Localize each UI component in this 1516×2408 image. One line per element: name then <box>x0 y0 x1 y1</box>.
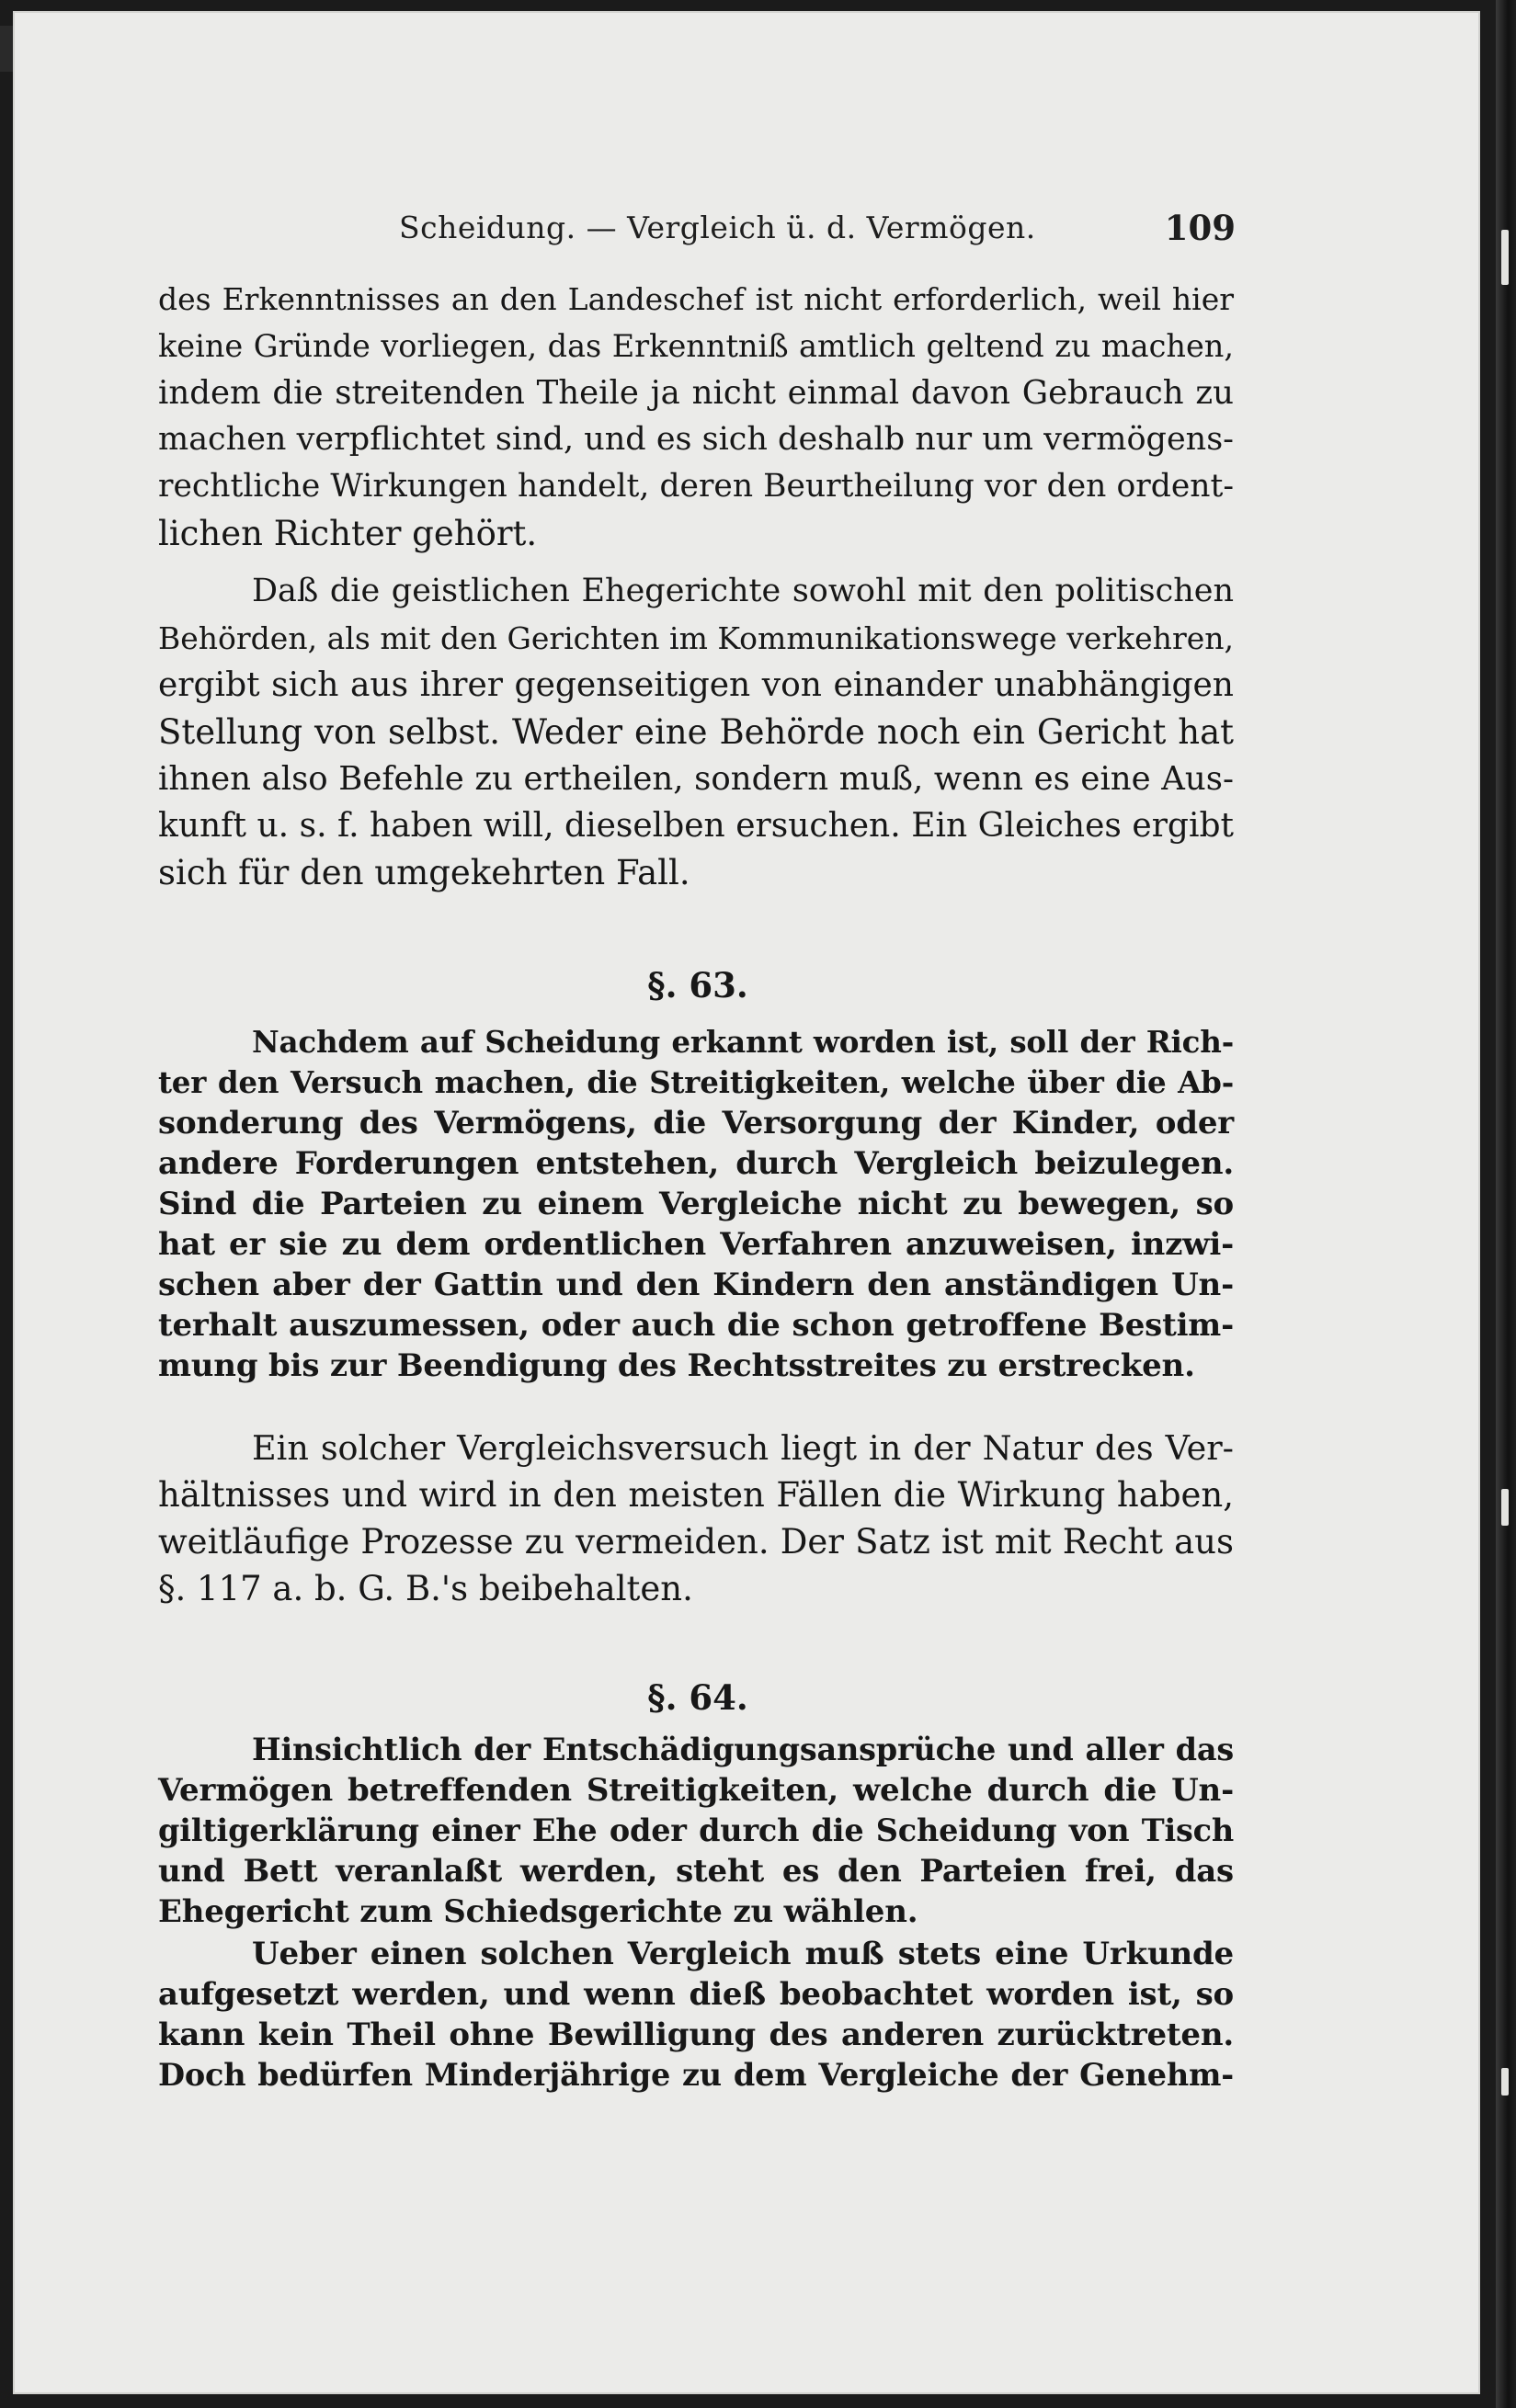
scan-edge-mark <box>1501 2068 1509 2096</box>
text-line: Hinsichtlich der Entschädigungsansprüche und aller das <box>252 1732 1234 1767</box>
section-heading-64: §. 64. <box>647 1677 748 1718</box>
text-line: giltigerklärung einer Ehe oder durch die Scheidung von Tisch <box>158 1812 1234 1848</box>
section-64-text-b <box>158 1934 1234 2096</box>
text-line: keine Gründe vorliegen, das Erkenntniß amtlich geltend zu machen, <box>158 328 1234 364</box>
text-line: mung bis zur Beendigung des Rechtsstreites zu erstrecken. <box>158 1347 1195 1384</box>
text-line: Behörden, als mit den Gerichten im Kommunikationswege verkehren, <box>158 620 1234 656</box>
text-line: ihnen also Befehle zu ertheilen, sondern muß, wenn es eine Aus- <box>158 760 1234 798</box>
text-line: §. 117 a. b. G. B.'s beibehalten. <box>158 1569 693 1608</box>
text-line: Ein solcher Vergleichsversuch liegt in der Natur des Ver- <box>252 1428 1234 1468</box>
text-line: rechtliche Wirkungen handelt, deren Beurtheilung vor den ordent- <box>158 468 1234 505</box>
text-line: und Bett veranlaßt werden, steht es den Parteien frei, das <box>158 1853 1234 1890</box>
scan-edge-mark <box>1501 1489 1509 1526</box>
page-number: 109 <box>1164 208 1236 248</box>
text-line: Nachdem auf Scheidung erkannt worden ist, soll der Rich- <box>252 1024 1234 1060</box>
scan-edge-right <box>1496 0 1516 2408</box>
running-head-title: Scheidung. — Vergleich ü. d. Vermögen. <box>399 210 1036 245</box>
text-line: Vermögen betreffenden Streitigkeiten, welche durch die Un- <box>158 1772 1234 1809</box>
text-line: hat er sie zu dem ordentlichen Verfahren anzuweisen, inzwi- <box>158 1226 1234 1263</box>
text-line: hältnisses und wird in den meisten Fällen die Wirkung haben, <box>158 1475 1234 1515</box>
text-line: indem die streitenden Theile ja nicht einmal davon Gebrauch zu <box>158 374 1234 412</box>
section-63-text <box>158 1022 1234 1386</box>
text-line: Sind die Parteien zu einem Vergleiche nicht zu bewegen, so <box>158 1186 1234 1222</box>
text-line: weitläufige Prozesse zu vermeiden. Der Satz ist mit Recht aus <box>158 1522 1234 1562</box>
text-line: Ehegericht zum Schiedsgerichte zu wählen. <box>158 1893 918 1930</box>
section-64-text-a <box>158 1730 1234 1932</box>
section-heading-63: §. 63. <box>647 965 748 1005</box>
text-line: Ueber einen solchen Vergleich muß stets eine Urkunde <box>252 1936 1234 1972</box>
text-line: terhalt auszumessen, oder auch die schon getroffene Bestim- <box>158 1307 1234 1344</box>
paragraph-3 <box>158 1425 1234 1612</box>
scan-edge-mark <box>1501 230 1509 285</box>
text-line: sich für den umgekehrten Fall. <box>158 853 690 892</box>
text-line: Stellung von selbst. Weder eine Behörde noch ein Gericht hat <box>158 712 1234 752</box>
text-line: lichen Richter gehört. <box>158 514 538 553</box>
paragraph-1 <box>158 276 1234 557</box>
text-line: des Erkenntnisses an den Landeschef ist nicht erforderlich, weil hier <box>158 281 1234 317</box>
text-line: sonderung des Vermögens, die Versorgung der Kinder, oder <box>158 1105 1234 1142</box>
text-line: ter den Versuch machen, die Streitigkeiten, welche über die Ab- <box>158 1064 1234 1100</box>
text-line: aufgesetzt werden, und wenn dieß beobachtet worden ist, so <box>158 1976 1234 2013</box>
text-line: ergibt sich aus ihrer gegenseitigen von einander unabhängigen <box>158 666 1234 704</box>
text-line: machen verpflichtet sind, und es sich deshalb nur um vermögens- <box>158 421 1234 458</box>
text-line: kann kein Theil ohne Bewilligung des anderen zurücktreten. <box>158 2016 1234 2053</box>
text-line: andere Forderungen entstehen, durch Vergleich beizulegen. <box>158 1145 1234 1182</box>
text-line: Daß die geistlichen Ehegerichte sowohl mit den politischen <box>252 573 1234 609</box>
scan-edge-left <box>0 26 13 72</box>
text-line: kunft u. s. f. haben will, dieselben ersuchen. Ein Gleiches ergibt <box>158 807 1234 845</box>
text-line: Doch bedürfen Minderjährige zu dem Vergleiche der Genehm- <box>158 2057 1234 2093</box>
text-line: schen aber der Gattin und den Kindern den anständigen Un- <box>158 1266 1234 1303</box>
running-head <box>160 204 1236 259</box>
paragraph-2 <box>158 568 1234 896</box>
